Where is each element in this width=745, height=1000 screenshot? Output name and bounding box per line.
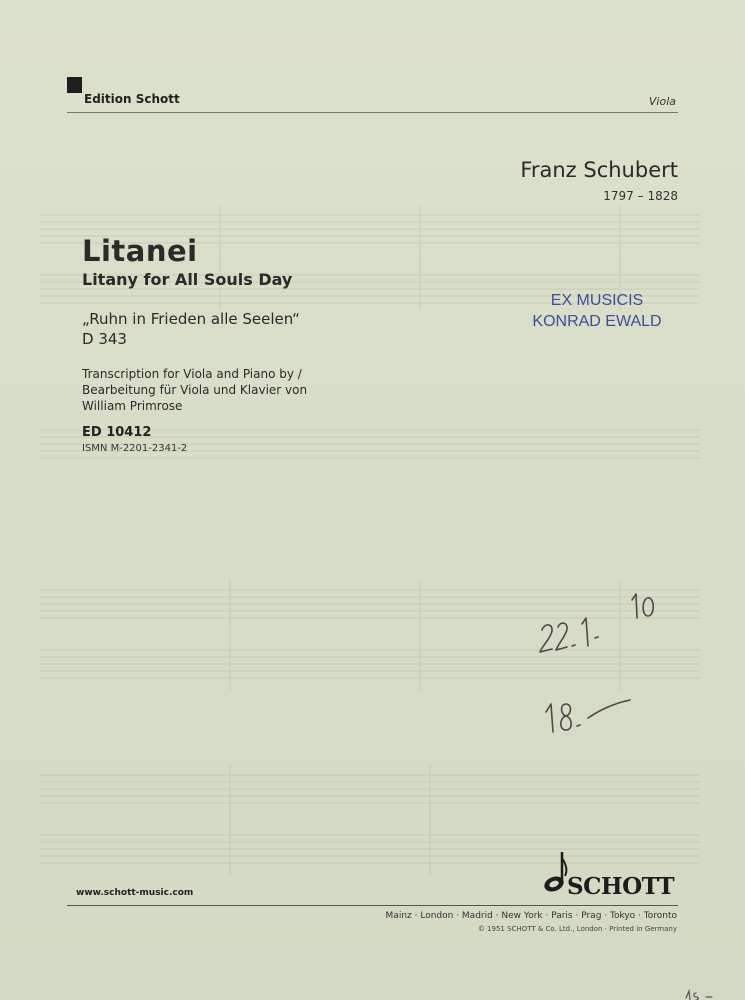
transcription-line: Transcription for Viola and Piano by /: [82, 367, 302, 381]
work-incipit: „Ruhn in Frieden alle Seelen“: [82, 310, 300, 328]
header-divider: [67, 112, 678, 113]
stamp-line: KONRAD EWALD: [532, 313, 662, 330]
publisher-website: www.schott-music.com: [76, 888, 194, 898]
corner-mark: [67, 77, 82, 93]
handwritten-pencil-notes: [520, 580, 720, 750]
footer-divider: [67, 905, 678, 906]
composer-dates: 1797 – 1828: [603, 189, 678, 203]
ismn-number: ISMN M-2201-2341-2: [82, 443, 188, 454]
catalog-number: D 343: [82, 330, 127, 348]
transcription-line: Bearbeitung für Viola und Klavier von: [82, 383, 308, 397]
edition-number: ED 10412: [82, 425, 152, 440]
publisher-name: Edition Schott: [84, 92, 180, 106]
transcription-credit: [82, 366, 307, 414]
instrument-label: Viola: [648, 95, 676, 108]
composer-name: Franz Schubert: [520, 158, 678, 182]
transcription-line: William Primrose: [82, 399, 183, 413]
stamp-line: EX MUSICIS: [550, 292, 644, 309]
work-subtitle: Litany for All Souls Day: [82, 270, 293, 289]
work-title: Litanei: [82, 234, 198, 268]
pencil-mark: [680, 985, 740, 1000]
copyright-notice: © 1951 SCHOTT & Co. Ltd., London · Printed in Germany: [477, 925, 677, 933]
schott-wordmark: SCHOTT: [567, 873, 675, 900]
publisher-cities: Mainz · London · Madrid · New York · Paris · Prag · Tokyo · Toronto: [385, 911, 677, 921]
ownership-stamp: [516, 290, 678, 332]
